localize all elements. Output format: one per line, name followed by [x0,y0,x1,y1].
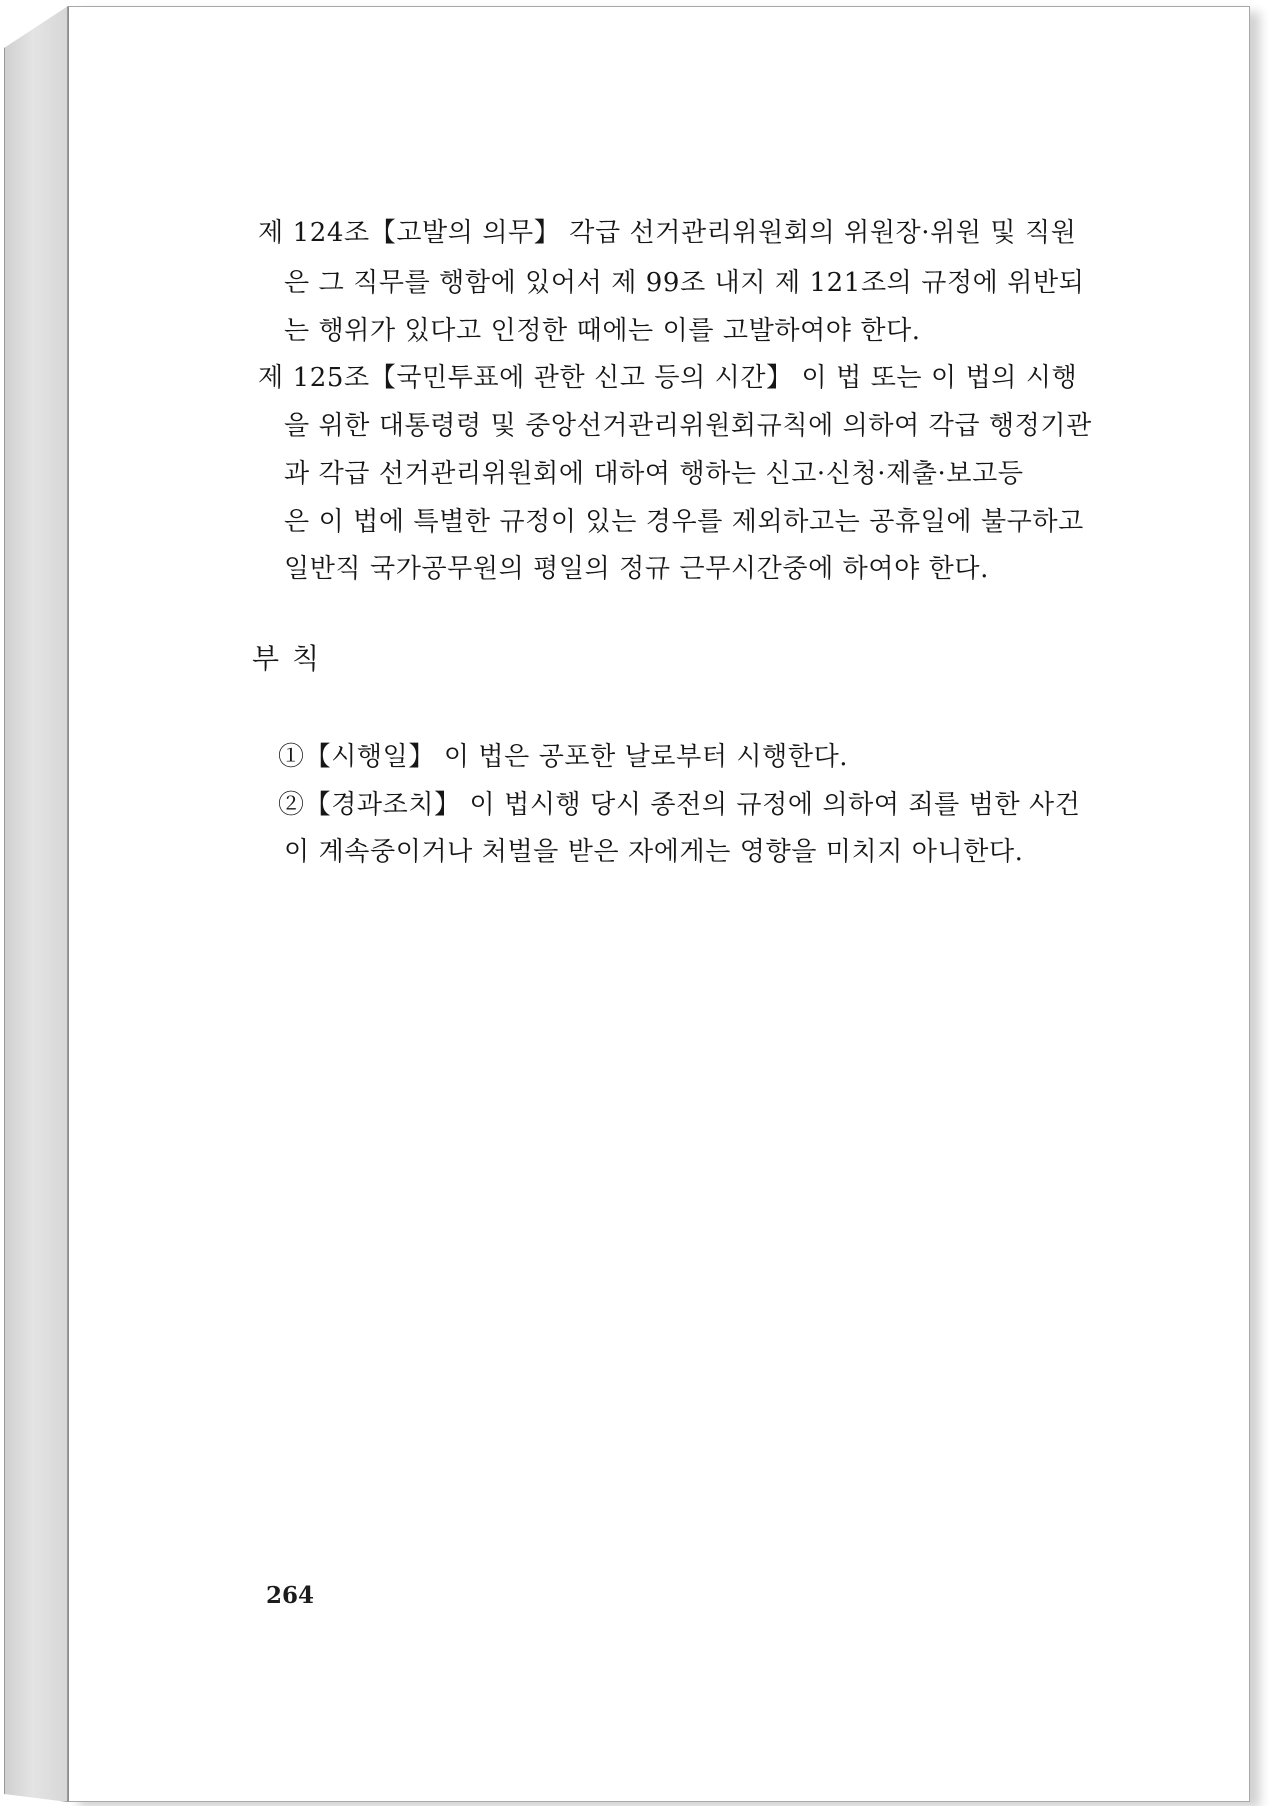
article-125-line-5: 일반직 국가공무원의 평일의 정규 근무시간중에 하여야 한다. [284,554,989,584]
article-125-line-2: 을 위한 대통령령 및 중앙선거관리위원회규칙에 의하여 각급 행정기관 [284,411,1092,441]
clause-2-line-2: 이 계속중이거나 처벌을 받은 자에게는 영향을 미치지 아니한다. [284,837,1024,867]
article-124-line-2: 은 그 직무를 행함에 있어서 제 99조 내지 제 121조의 규정에 위반되 [284,268,1085,298]
article-125-line-3: 과 각급 선거관리위원회에 대하여 행하는 신고·신청·제출·보고등 [284,459,1024,489]
book-spine [4,6,68,1802]
article-124-line-3: 는 행위가 있다고 인정한 때에는 이를 고발하여야 한다. [284,316,921,346]
page-number: 264 [266,1582,315,1609]
clause-1-line-1: ①【시행일】 이 법은 공포한 날로부터 시행한다. [278,742,849,772]
supplementary-heading: 부 칙 [252,642,321,675]
article-125-line-1: 제 125조【국민투표에 관한 신고 등의 시간】 이 법 또는 이 법의 시행 [258,363,1078,393]
article-124-line-1: 제 124조【고발의 의무】 각급 선거관리위원회의 위원장·위원 및 직원 [258,218,1077,248]
article-125-line-4: 은 이 법에 특별한 규정이 있는 경우를 제외하고는 공휴일에 불구하고 [284,507,1084,537]
clause-2-line-1: ②【경과조치】 이 법시행 당시 종전의 규정에 의하여 죄를 범한 사건 [278,790,1081,820]
